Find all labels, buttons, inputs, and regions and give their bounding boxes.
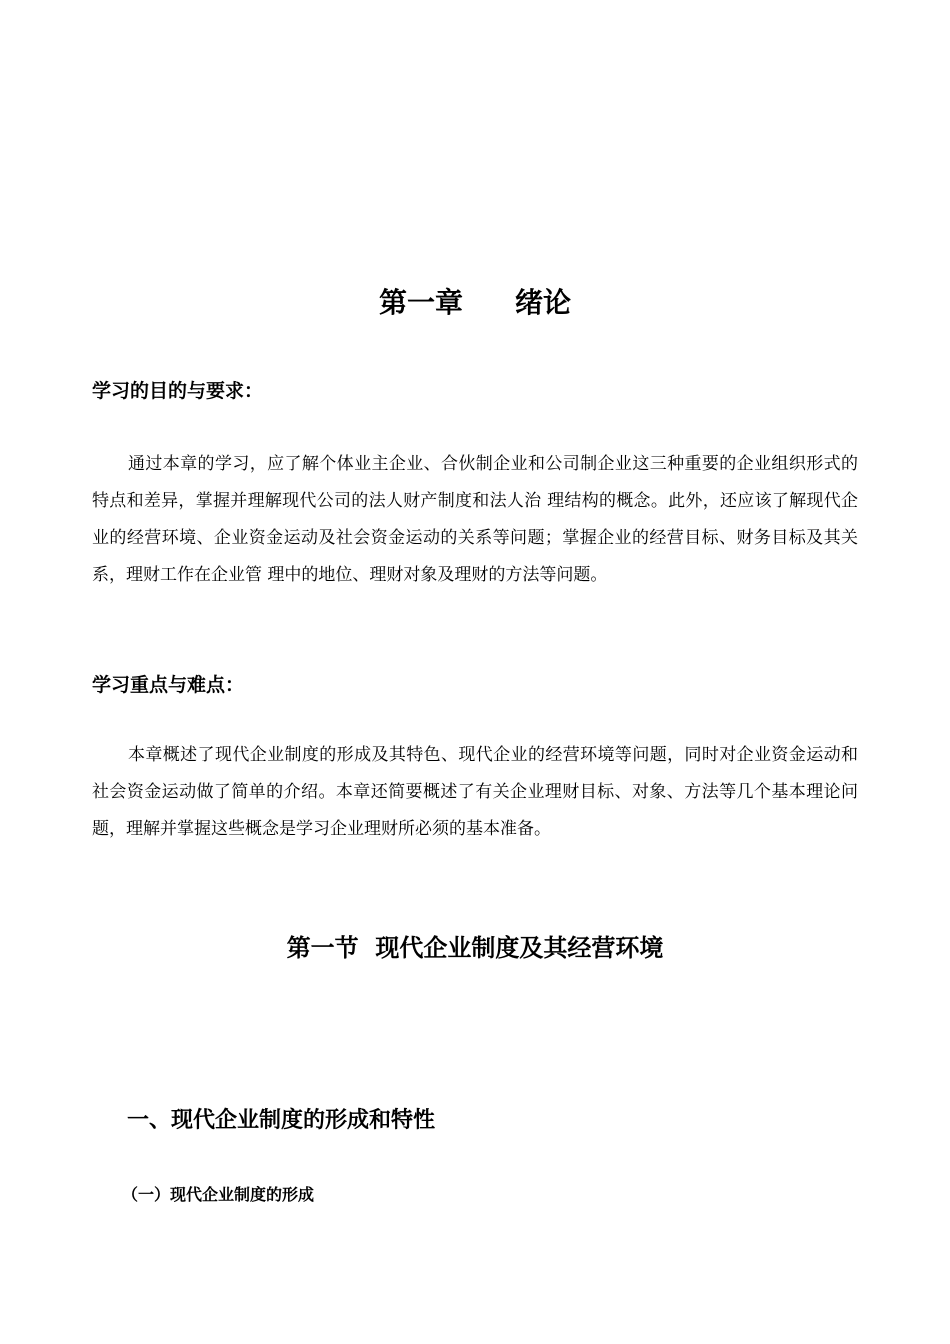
chapter-number: 第一章: [378, 286, 463, 319]
section-title: 第一节 现代企业制度及其经营环境: [286, 934, 664, 962]
chapter-title: [0, 283, 950, 323]
objectives-paragraph: 通过本章的学习，应了解个体业主企业、合伙制企业和公司制企业这三种重要的企业组织形式的特点和差异，掌握并理解现代公司的法人财产制度和法人治 理结构的概念。此外，还应该了解现代企业的经营环境、企业资金运动及社会资金运动的关系等问题；掌握企业的经营目标、财务目标及其关系，理财工作在企业管 理中的地位、理财对象及理财的方法等问题。: [92, 454, 858, 585]
subsection-subheading: （一）现代企业制度的形成: [122, 1185, 315, 1204]
key-points-label: 学习重点与难点：: [92, 674, 245, 696]
key-points-paragraph: 本章概述了现代企业制度的形成及其特色、现代企业的经营环境等问题，同时对企业资金运动和社会资金运动做了简单的介绍。本章还简要概述了有关企业理财目标、对象、方法等几个基本理论问题，理解并掌握这些概念是学习企业理财所必须的基本准备。: [92, 745, 858, 839]
objectives-label: 学习的目的与要求：: [92, 380, 264, 402]
subsection-heading: 一、现代企业制度的形成和特性: [127, 1108, 436, 1133]
chapter-name: 绪论: [515, 286, 572, 319]
